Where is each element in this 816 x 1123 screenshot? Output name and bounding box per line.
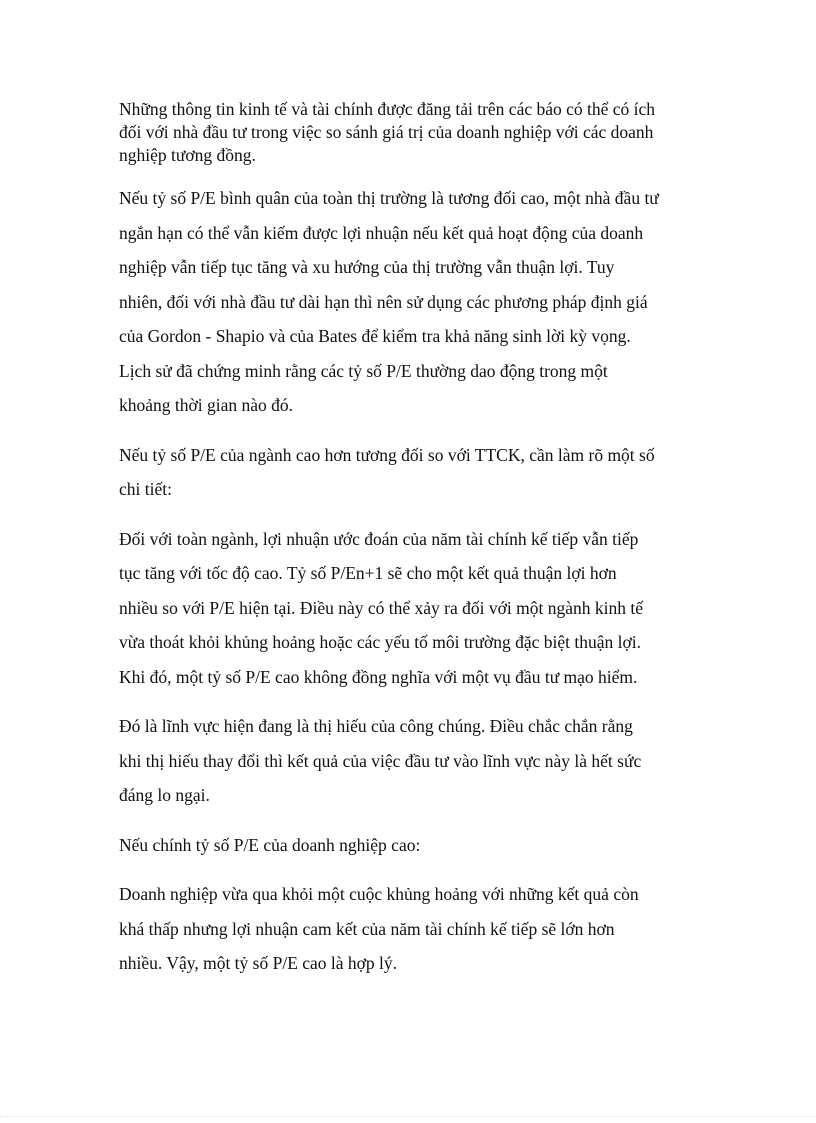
text-line: đối với nhà đầu tư trong việc so sánh giá trị của doanh nghiệp với các doanh — [119, 122, 654, 142]
text-line: Doanh nghiệp vừa qua khỏi một cuộc khủng hoảng với những kết quả còn — [119, 884, 639, 904]
text-line: đáng lo ngại. — [119, 785, 210, 805]
text-line: khoảng thời gian nào đó. — [119, 395, 294, 415]
text-line: Những thông tin kinh tế và tài chính được đăng tải trên các báo có thể có ích — [119, 99, 656, 119]
paragraph-7 — [119, 877, 704, 981]
paragraph-5 — [119, 709, 704, 813]
text-line: vừa thoát khỏi khủng hoảng hoặc các yếu tố môi trường đặc biệt thuận lợi. — [119, 632, 642, 652]
text-line: Đối với toàn ngành, lợi nhuận ước đoán của năm tài chính kế tiếp vẫn tiếp — [119, 528, 639, 549]
document-body — [119, 98, 704, 981]
text-line: chi tiết: — [119, 479, 172, 499]
text-line: Nếu tỷ số P/E của ngành cao hơn tương đối so với TTCK, cần làm rõ một số — [119, 444, 655, 465]
text-line: khi thị hiếu thay đổi thì kết quả của việc đầu tư vào lĩnh vực này là hết sức — [119, 750, 642, 771]
paragraph-6 — [119, 828, 704, 863]
text-line: khá thấp nhưng lợi nhuận cam kết của năm tài chính kế tiếp sẽ lớn hơn — [119, 918, 615, 939]
paragraph-4 — [119, 522, 704, 695]
text-line: Nếu tỷ số P/E bình quân của toàn thị trường là tương đối cao, một nhà đầu tư — [119, 188, 659, 208]
text-line: nhiên, đối với nhà đầu tư dài hạn thì nên sử dụng các phương pháp định giá — [119, 291, 648, 312]
paragraph-3 — [119, 438, 704, 507]
text-line: nghiệp vẫn tiếp tục tăng và xu hướng của thị trường vẫn thuận lợi. Tuy — [119, 257, 615, 277]
text-line: nhiều so với P/E hiện tại. Điều này có thể xảy ra đối với một ngành kinh tế — [119, 597, 643, 618]
text-line: Nếu chính tỷ số P/E của doanh nghiệp cao: — [119, 834, 421, 855]
text-line: Lịch sử đã chứng minh rằng các tỷ số P/E thường dao động trong một — [119, 360, 608, 381]
text-line: nhiều. Vậy, một tỷ số P/E cao là hợp lý. — [119, 953, 398, 973]
text-line: tục tăng với tốc độ cao. Tỷ số P/En+1 sẽ cho một kết quả thuận lợi hơn — [119, 563, 617, 583]
paragraph-1 — [119, 98, 704, 167]
text-line: nghiệp tương đồng. — [119, 145, 256, 165]
text-line: Đó là lĩnh vực hiện đang là thị hiếu của công chúng. Điều chắc chắn rằng — [119, 716, 633, 736]
text-line: ngắn hạn có thể vẫn kiếm được lợi nhuận nếu kết quả hoạt động của doanh — [119, 222, 644, 243]
page-bottom-edge — [0, 1116, 816, 1117]
paragraph-2 — [119, 181, 704, 423]
text-line: của Gordon - Shapio và của Bates để kiểm tra khả năng sinh lời kỳ vọng. — [119, 326, 631, 346]
text-line: Khi đó, một tỷ số P/E cao không đồng nghĩa với một vụ đầu tư mạo hiểm. — [119, 666, 638, 687]
